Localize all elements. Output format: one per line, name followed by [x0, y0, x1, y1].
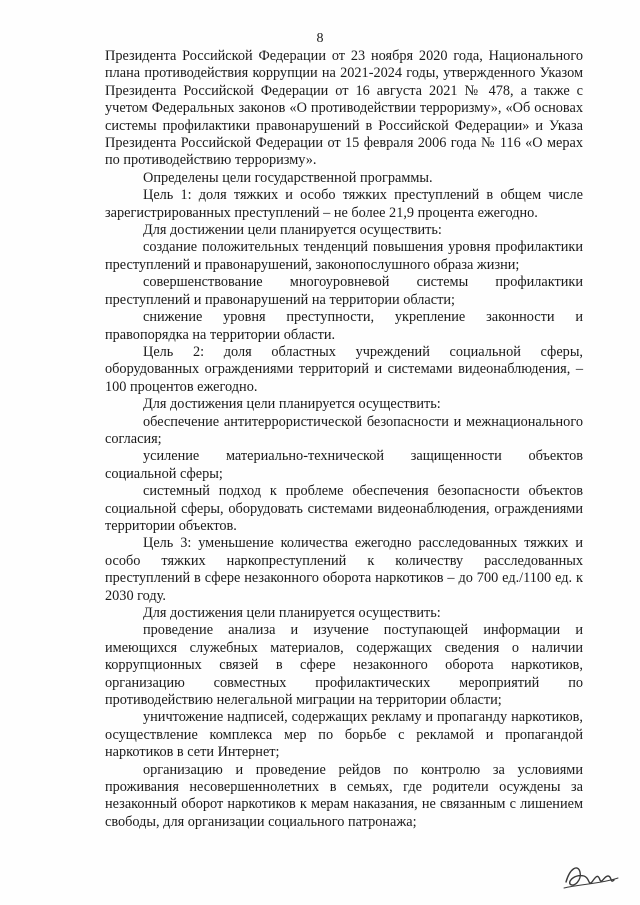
paragraph-4: Для достижении цели планируется осуществить:	[143, 222, 442, 239]
paragraph-17: организацию и проведение рейдов по контролю за условиями проживания несовершеннолетних в семьях, где родители осуждены за незаконный оборот наркотиков к мерам наказания, не связанным с лишением свободы, для организации социального патронажа;	[105, 761, 583, 830]
paragraph-10: обеспечение антитеррористической безопасности и межнационального согласия;	[105, 413, 583, 447]
paragraph-15: проведение анализа и изучение поступающей информации и имеющихся служебных материалов, содержащих сведения о наличии коррупционных связей в сфере незаконного оборота наркотиков, организацию совместных профилактических мероприятий по противодействию нелегальной миграции на территории области;	[105, 622, 583, 709]
paragraph-11: усиление материально-технической защищенности объектов социальной сферы;	[105, 448, 583, 482]
document-body	[105, 48, 583, 831]
paragraph-6: совершенствование многоуровневой системы профилактики преступлений и правонарушений на территории области;	[105, 274, 583, 308]
paragraph-13: Цель 3: уменьшение количества ежегодно расследованных тяжких и особо тяжких наркопреступлений к количеству расследованных преступлений в сфере незаконного оборота наркотиков – до 700 ед./1100 ед. к 2030 году.	[105, 535, 583, 604]
paragraph-8: Цель 2: доля областных учреждений социальной сферы, оборудованных ограждениями территорий и системами видеонаблюдения, – 100 процентов ежегодно.	[105, 343, 583, 395]
paragraph-16: уничтожение надписей, содержащих рекламу и пропаганду наркотиков, осуществление комплекса мер по борьбе с рекламой и пропагандой наркотиков в сети Интернет;	[105, 709, 583, 761]
paragraph-9: Для достижения цели планируется осуществить:	[143, 396, 441, 413]
paragraph-5: создание положительных тенденций повышения уровня профилактики преступлений и правонарушений, законопослушного образа жизни;	[105, 239, 583, 273]
paragraph-1: Президента Российской Федерации от 23 ноября 2020 года, Национального плана противодействия коррупции на 2021-2024 годы, утвержденного Указом Президента Российской Федерации от 16 августа 2021 № 478, а также с учетом Федеральных законов «О противодействии терроризму», «Об основах системы профилактики правонарушений в Российской Федерации» и Указа Президента Российской Федерации от 15 февраля 2006 года № 116 «О мерах по противодействию терроризму».	[105, 48, 583, 169]
paragraph-14: Для достижения цели планируется осуществить:	[143, 605, 441, 621]
paragraph-2: Определены цели государственной программы.	[143, 169, 433, 186]
paragraph-12: системный подход к проблеме обеспечения безопасности объектов социальной сферы, оборудовать системами видеонаблюдения, ограждениями территории объектов.	[105, 483, 583, 534]
paragraph-3: Цель 1: доля тяжких и особо тяжких преступлений в общем числе зарегистрированных преступлений – не более 21,9 процента ежегодно.	[105, 187, 583, 221]
paragraph-7: снижение уровня преступности, укрепление законности и правопорядка на территории области.	[105, 309, 583, 343]
page-number: 8	[316, 31, 324, 46]
handwritten-signature-icon	[560, 858, 620, 894]
